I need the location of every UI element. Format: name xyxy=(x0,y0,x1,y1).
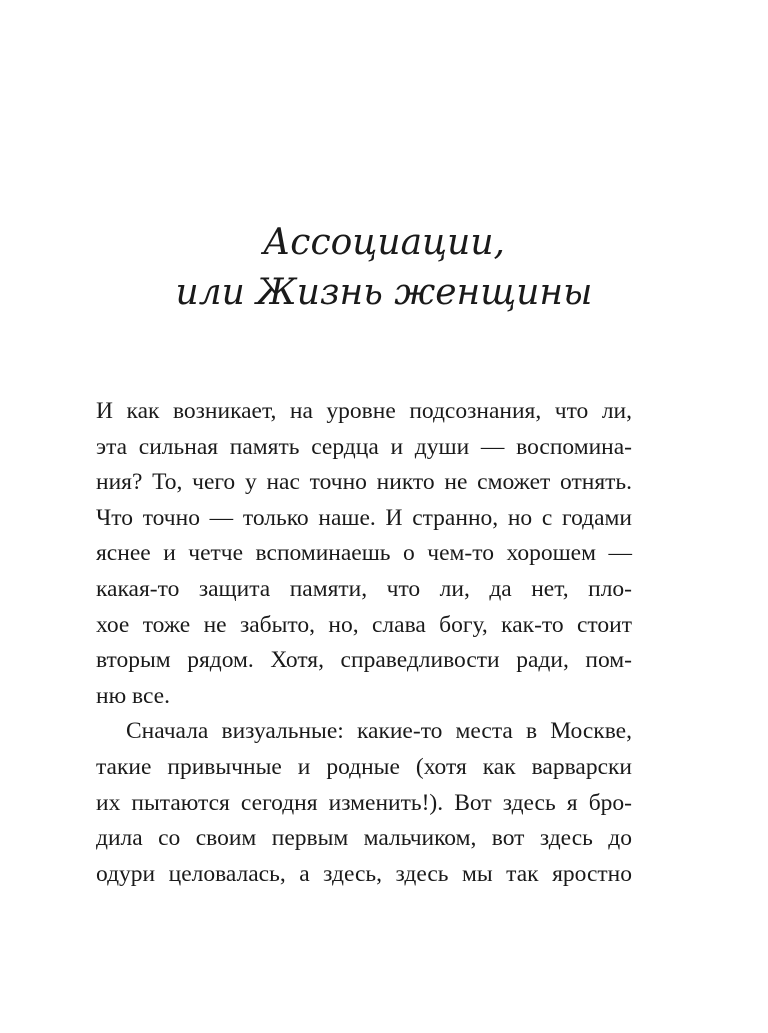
text-line: какая-то защита памяти, что ли, да нет, пло- xyxy=(96,575,632,602)
text-line: эта сильная память сердца и души — воспомина- xyxy=(96,433,632,460)
text-line: хое тоже не забыто, но, слава богу, как-то стоит xyxy=(96,611,632,638)
body-text xyxy=(96,394,632,892)
chapter-title-line-2: или Жизнь женщины xyxy=(175,272,593,313)
text-line: ния? То, чего у нас точно никто не сможет отнять. xyxy=(96,469,632,496)
text-line: дила со своим первым мальчиком, вот здесь до xyxy=(96,825,632,852)
text-line: ню все. xyxy=(96,682,170,709)
text-line: их пытаются сегодня изменить!). Вот здесь я бро- xyxy=(96,789,632,816)
chapter-title xyxy=(0,218,768,318)
text-line: яснее и четче вспоминаешь о чем-то хорошем — xyxy=(96,540,632,567)
text-line: одури целовалась, а здесь, здесь мы так яростно xyxy=(96,860,632,887)
text-line: Сначала визуальные: какие-то места в Москве, xyxy=(126,718,632,745)
text-line: Что точно — только наше. И странно, но с годами xyxy=(96,504,632,531)
text-line: И как возникает, на уровне подсознания, что ли, xyxy=(96,398,632,424)
chapter-title-line-1: Ассоциации, xyxy=(263,222,505,263)
text-line: вторым рядом. Хотя, справедливости ради, пом- xyxy=(96,647,632,674)
text-line: такие привычные и родные (хотя как варварски xyxy=(96,753,632,780)
